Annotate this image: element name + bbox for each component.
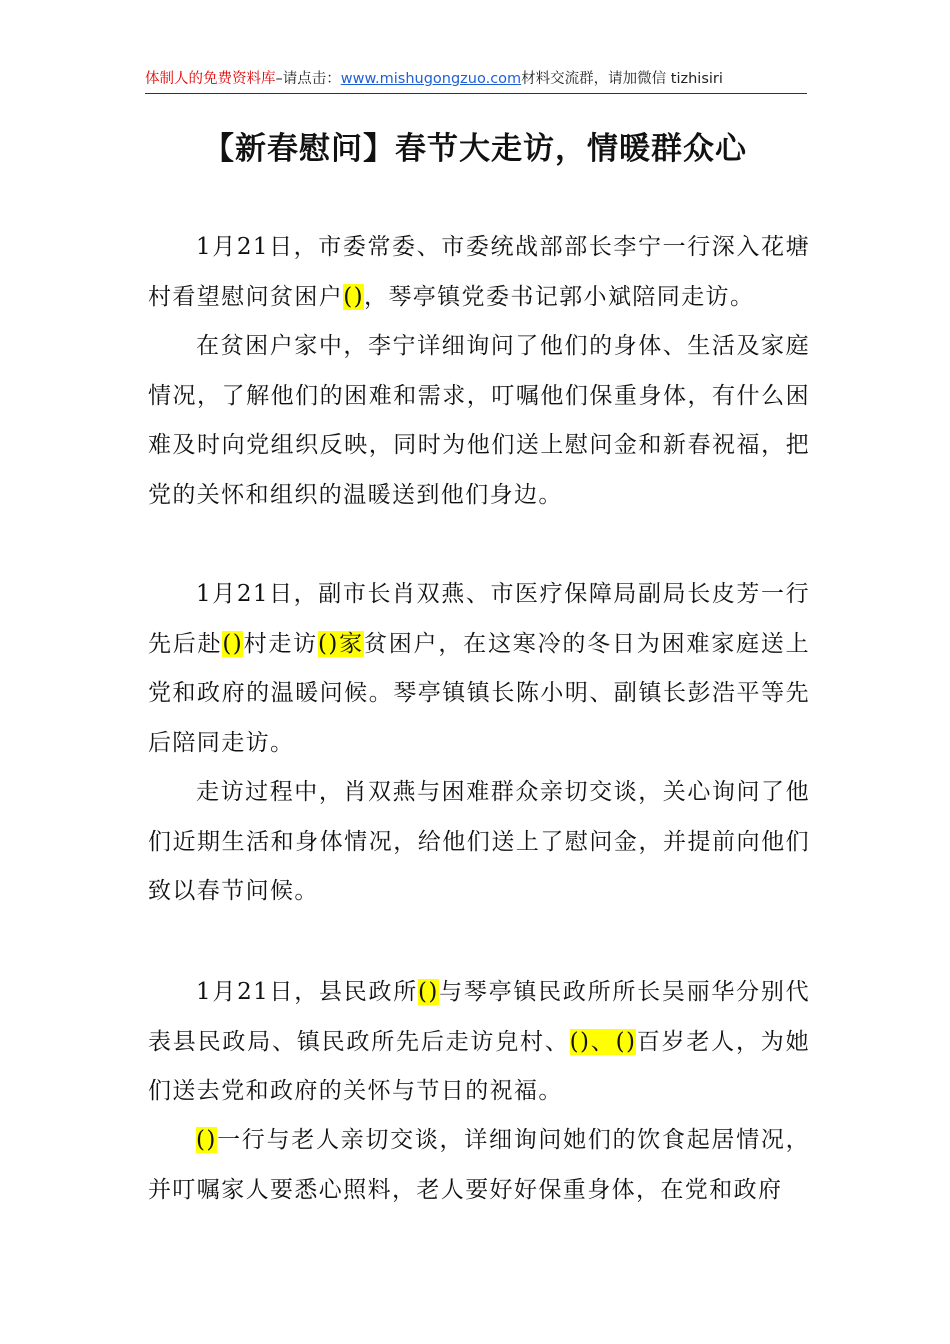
highlighted-blank: () — [343, 283, 364, 310]
header-prompt: –请点击： — [275, 71, 341, 87]
paragraph-5 — [148, 968, 810, 1117]
highlighted-blank: ()家 — [318, 630, 364, 657]
highlighted-blank: () — [196, 1127, 217, 1153]
paragraph-text: 1月21日，市委常委、市委统战部部长李宁一行深入花塘村看望慰问贫困户 — [148, 234, 810, 310]
header-link[interactable]: www.mishugongzuo.com — [340, 71, 522, 87]
highlighted-blank: ()、() — [569, 1028, 637, 1055]
paragraph-text: 贫困户，在这寒冷的冬日为困难家庭送上党和政府的温暖问候。琴亭镇镇长陈小明、副镇长彭浩平等先后陪同走访。 — [148, 630, 811, 756]
paragraph-text: 与琴亭镇民政所所长吴丽华分别代表县民政局、镇民政所先后走访皃村、 — [148, 979, 810, 1055]
document-title: 【新春慰问】春节大走访，情暖群众心 — [203, 131, 747, 167]
highlighted-blank: () — [222, 630, 244, 657]
page-header — [145, 66, 807, 92]
header-divider — [145, 93, 807, 94]
paragraph-6 — [148, 1116, 810, 1215]
paragraph-text: 走访过程中，肖双燕与困难群众亲切交谈，关心询问了他们近期生活和身体情况，给他们送上了慰问金，并提前向他们致以春节问候。 — [148, 779, 810, 904]
paragraph-text: 在贫困户家中，李宁详细询问了他们的身体、生活及家庭情况，了解他们的困难和需求，叮嘱他们保重身体，有什么困难及时向党组织反映，同时为他们送上慰问金和新春祝福，把党的关怀和组织的温暖送到他们身边。 — [148, 333, 810, 508]
paragraph-2 — [148, 322, 810, 520]
header-tail: 材料交流群，请加微信 tizhisiri — [521, 71, 723, 87]
paragraph-text: 1月21日，县民政所 — [196, 979, 419, 1005]
paragraph-text: ，琴亭镇党委书记郭小斌陪同走访。 — [363, 283, 755, 310]
paragraph-text: 村走访 — [243, 630, 318, 657]
paragraph-text: 百岁老人，为她们送去党和政府的关怀与节日的祝福。 — [148, 1028, 810, 1104]
paragraph-1 — [148, 223, 810, 322]
paragraph-text: 一行与老人亲切交谈，详细询问她们的饮食起居情况，并叮嘱家人要悉心照料，老人要好好保重身体，在党和政府 — [148, 1127, 810, 1203]
paragraph-4 — [148, 768, 810, 917]
highlighted-blank: () — [418, 979, 439, 1005]
paragraph-text: 1月21日，副市长肖双燕、市医疗保障局副局长皮芳一行先后赴 — [148, 581, 810, 657]
header-brand: 体制人的免费资料库 — [145, 71, 276, 87]
paragraph-3 — [148, 570, 810, 768]
